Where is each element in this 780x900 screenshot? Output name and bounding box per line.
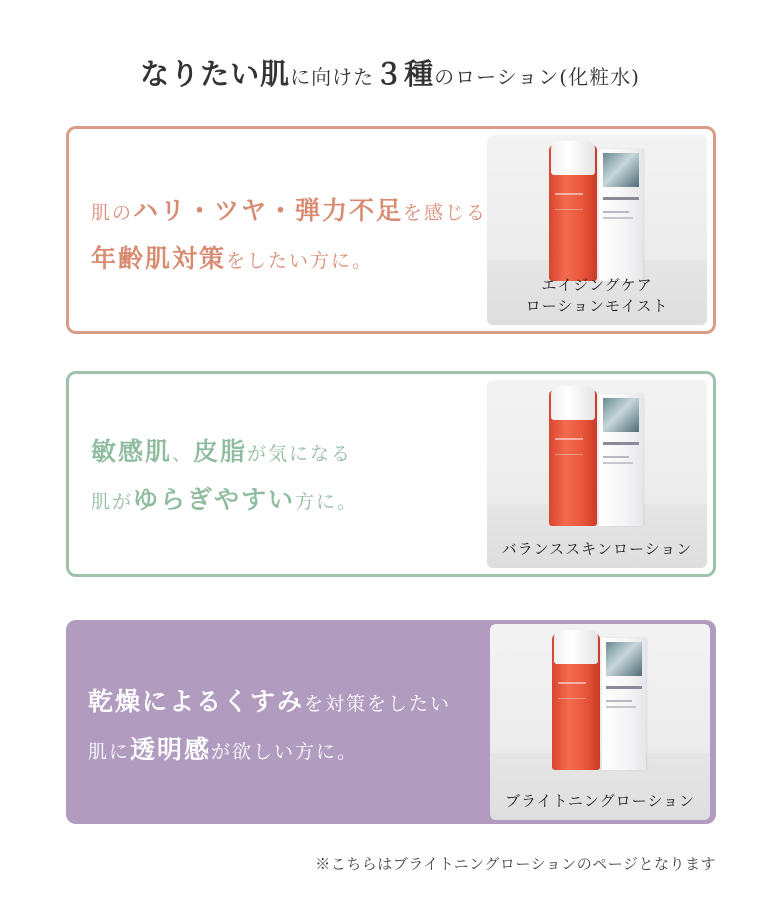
title-part-3: ３種 <box>374 57 435 91</box>
copy-segment: をしたい方に。 <box>226 250 374 272</box>
bottle-cap-image <box>554 630 598 664</box>
product-name-line-1: ブライトニングローション <box>504 792 696 810</box>
product-name-line-2: ローションモイスト <box>525 297 669 315</box>
card-copy <box>88 678 488 774</box>
copy-segment: 肌の <box>91 202 134 224</box>
copy-segment: ゆらぎやすい <box>133 485 296 514</box>
product-name-line-1: バランススキンローション <box>501 540 693 558</box>
copy-line-2 <box>91 476 491 524</box>
product-card-balance-skin[interactable] <box>66 371 716 577</box>
copy-line-1 <box>91 187 491 235</box>
copy-segment: ハリ・ツヤ・弾力不足 <box>133 196 404 225</box>
page-title <box>0 52 780 93</box>
product-name <box>487 539 707 560</box>
copy-line-2 <box>91 235 491 283</box>
footnote: ※こちらはブライトニングローションのページとなります <box>315 855 716 873</box>
copy-segment: が欲しい方に。 <box>211 741 359 763</box>
product-card-brightening[interactable] <box>66 620 716 824</box>
product-photo[interactable] <box>487 380 707 568</box>
title-part-2: に向けた <box>290 65 375 89</box>
bottle-cap-image <box>551 386 595 420</box>
copy-segment: 肌が <box>91 491 134 513</box>
copy-segment: が気になる <box>247 443 353 465</box>
copy-line-2 <box>88 726 488 774</box>
title-part-4: のローション(化粧水) <box>434 65 640 89</box>
copy-segment: 敏感肌 <box>91 437 173 466</box>
copy-line-1 <box>91 428 491 476</box>
product-box-image <box>599 149 643 281</box>
product-name <box>490 791 710 812</box>
copy-segment: 方に。 <box>295 491 359 513</box>
copy-segment: 透明感 <box>130 735 212 764</box>
product-photo[interactable] <box>487 135 707 325</box>
product-box-image <box>599 394 643 526</box>
copy-line-1 <box>88 678 488 726</box>
copy-segment: を対策をしたい <box>304 693 452 715</box>
bottle-cap-image <box>551 141 595 175</box>
product-name <box>487 275 707 317</box>
copy-segment: 皮脂 <box>193 437 248 466</box>
product-box-image <box>602 638 646 770</box>
copy-segment: を感じる <box>403 202 488 224</box>
copy-segment: 年齢肌対策 <box>91 244 227 273</box>
product-photo[interactable] <box>490 624 710 820</box>
card-copy <box>91 428 491 524</box>
product-card-aging-care[interactable] <box>66 126 716 334</box>
product-name-line-1: エイジングケア <box>541 276 653 294</box>
copy-segment: 肌に <box>88 741 131 763</box>
title-part-1: なりたい肌 <box>140 57 291 91</box>
copy-segment: 乾燥によるくすみ <box>88 687 305 716</box>
copy-segment: 、 <box>172 443 194 465</box>
card-copy <box>91 187 491 283</box>
